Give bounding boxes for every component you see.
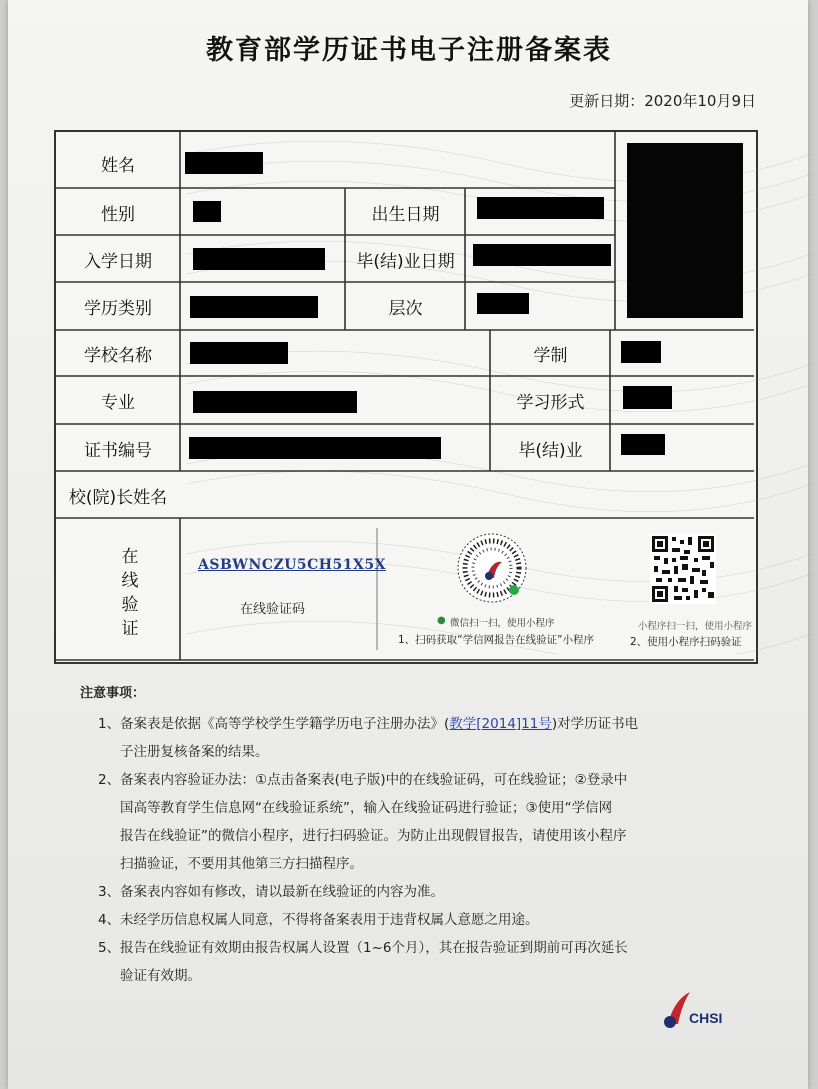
document-title: 教育部学历证书电子注册备案表 [206, 35, 612, 66]
online-verify-label [120, 545, 140, 641]
redacted-study-form [623, 386, 672, 409]
online-char-1: 在 [121, 547, 139, 567]
redacted-cert-no [189, 437, 441, 459]
note-item-1 [80, 710, 740, 766]
redacted-grad-date [473, 244, 611, 266]
note-number: 3、 [98, 884, 121, 900]
wechat-scan-hint: 微信扫一扫，使用小程序 [450, 618, 555, 629]
verification-code-caption: 在线验证码 [240, 602, 306, 617]
note-text: 报告在线验证”的微信小程序，进行扫码验证。为防止出现假冒报告，请使用该小程序 [120, 828, 627, 844]
redacted-major [193, 391, 357, 413]
redacted-name [185, 152, 263, 174]
label-birth-date: 出生日期 [371, 204, 440, 225]
update-date: 更新日期：2020年10月9日 [569, 92, 756, 110]
redacted-grad-status [621, 434, 665, 455]
note-text: 报告在线验证有效期由报告权属人设置（1~6个月），其在报告验证到期前可再次延长 [120, 940, 628, 956]
note-text: 子注册复核备案的结果。 [120, 744, 269, 760]
note-text: 备案表是依据《高等学校学生学籍学历电子注册办法》( [120, 716, 450, 732]
label-gender: 性别 [101, 204, 135, 225]
note-number: 4、 [98, 912, 121, 928]
label-study-form: 学习形式 [516, 393, 585, 413]
note-number: 1、 [98, 716, 121, 732]
chsi-logo-text: CHSI [689, 1010, 723, 1026]
redacted-photo [627, 143, 743, 318]
label-grad-status: 毕(结)业 [518, 440, 583, 461]
wechat-icon: ● [437, 615, 446, 626]
label-cert-no: 证书编号 [84, 440, 152, 461]
note-text: 备案表内容如有修改，请以最新在线验证的内容为准。 [120, 884, 444, 900]
redacted-enroll-date [193, 248, 325, 270]
note-item-5 [80, 934, 740, 990]
note-text: 国高等教育学生信息网“在线验证系统”，输入在线验证码进行验证；③使用“学信网 [120, 800, 613, 816]
label-school: 学校名称 [84, 346, 152, 366]
note-text: 备案表内容验证办法：①点击备案表(电子版)中的在线验证码，可在线验证；②登录中 [120, 772, 628, 788]
note-text: 未经学历信息权属人同意，不得将备案表用于违背权属人意愿之用途。 [120, 912, 539, 928]
notes-heading: 注意事项： [80, 686, 146, 701]
regulation-link[interactable]: 教学[2014]11号 [449, 716, 552, 732]
online-char-2: 线 [121, 571, 139, 591]
wechat-mini-program-code-icon [456, 532, 528, 604]
note-item-3 [80, 878, 740, 906]
note-number: 5、 [98, 940, 121, 956]
label-edu-type: 学历类别 [84, 298, 152, 319]
label-major: 专业 [101, 393, 135, 413]
notes-section [80, 680, 740, 990]
note-text: 验证有效期。 [120, 968, 201, 984]
online-char-4: 证 [121, 619, 139, 639]
redacted-school [190, 342, 288, 364]
label-enroll-date: 入学日期 [84, 251, 152, 272]
label-president: 校(院)长姓名 [68, 487, 168, 508]
mini-program-scan-hint: 小程序扫一扫，使用小程序 [638, 621, 753, 632]
note-item-2 [80, 766, 740, 878]
qr-code-icon [650, 534, 716, 604]
note-number: 2、 [98, 772, 121, 788]
redacted-level [477, 293, 529, 314]
verification-code-link[interactable]: ASBWNCZU5CH51X5X [198, 557, 386, 573]
redacted-gender [193, 201, 221, 222]
redacted-duration [621, 341, 661, 363]
note-text: )对学历证书电 [551, 716, 639, 732]
label-duration: 学制 [533, 346, 568, 366]
redacted-birth-date [477, 197, 604, 219]
online-char-3: 验 [121, 595, 139, 615]
label-level: 层次 [388, 298, 423, 319]
label-name: 姓名 [101, 155, 135, 176]
note-item-4 [80, 906, 740, 934]
step1-text: 1、扫码获取“学信网报告在线验证”小程序 [398, 634, 595, 646]
note-text: 扫描验证，不要用其他第三方扫描程序。 [120, 856, 363, 872]
redacted-edu-type [190, 296, 318, 318]
label-grad-date: 毕(结)业日期 [356, 251, 455, 272]
step2-text: 2、使用小程序扫码验证 [630, 636, 742, 648]
